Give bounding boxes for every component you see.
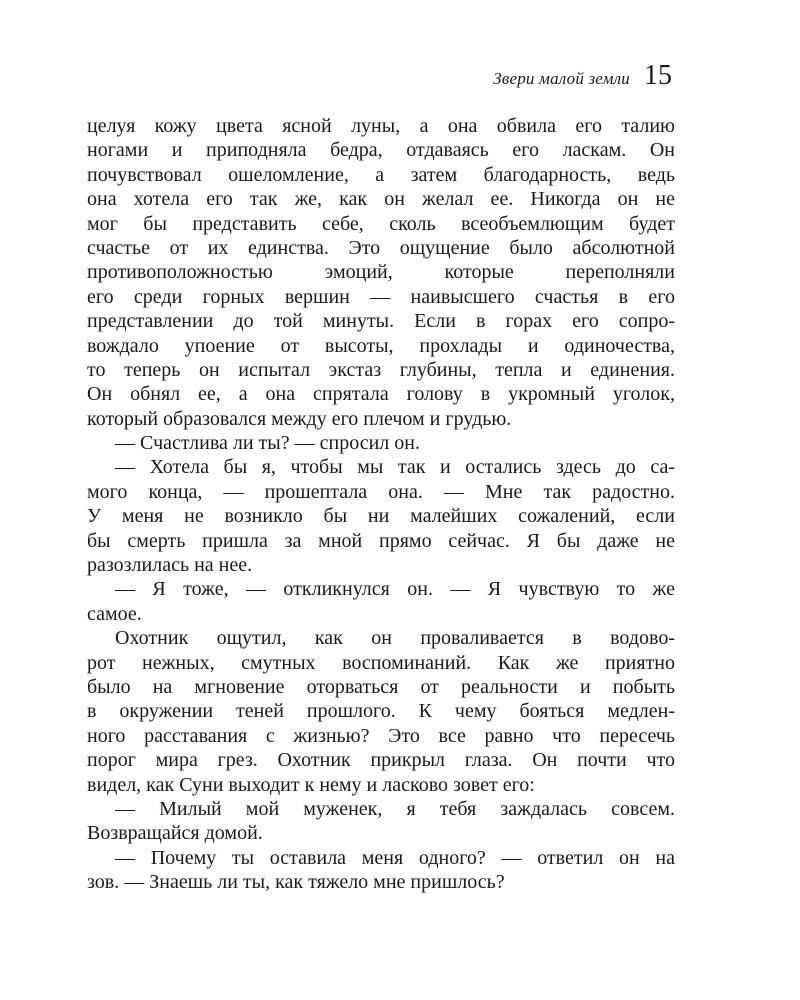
text-line: Охотник ощутил, как он проваливается в водово-: [115, 627, 675, 650]
text-line: ного расставания с жизнью? Это все равно что пересечь: [87, 724, 675, 747]
text-line: вождало упоение от высоты, прохлады и одиночества,: [87, 334, 675, 357]
text-line: его среди горных вершин — наивысшего счастья в его: [87, 285, 675, 308]
body-text: [87, 114, 675, 895]
text-line: — Счастлива ли ты? — спросил он.: [115, 432, 420, 455]
text-line: в окружении теней прошлого. К чему бояться медлен-: [87, 700, 675, 723]
text-line: ногами и приподняла бедра, отдаваясь его ласкам. Он: [87, 139, 675, 162]
text-line: У меня не возникло бы ни малейших сожалений, если: [87, 505, 675, 528]
text-line: Возвращайся домой.: [87, 822, 263, 845]
text-line: счастье от их единства. Это ощущение было абсолютной: [87, 236, 675, 259]
text-line: то теперь он испытал экстаз глубины, тепла и единения.: [87, 358, 675, 381]
text-line: — Я тоже, — откликнулся он. — Я чувствую то же: [115, 578, 675, 601]
text-line: самое.: [87, 602, 142, 625]
text-line: было на мгновение оторваться от реальности и побыть: [87, 675, 675, 698]
text-line: противоположностью эмоций, которые переполняли: [87, 261, 675, 284]
text-line: видел, как Суни выходит к нему и ласково зовет его:: [87, 773, 535, 796]
page-number: 15: [644, 60, 672, 91]
text-line: зов. — Знаешь ли ты, как тяжело мне пришлось?: [87, 871, 505, 894]
text-line: почувствовал ошеломление, а затем благодарность, ведь: [87, 163, 675, 186]
text-line: мог бы представить себе, сколь всеобъемлющим будет: [87, 212, 675, 235]
running-head: [493, 62, 672, 90]
text-line: мого конца, — прошептала она. — Мне так радостно.: [87, 480, 675, 503]
running-title: Звери малой земли: [493, 69, 630, 88]
text-line: Он обнял ее, а она спрятала голову в укромный уголок,: [87, 383, 675, 406]
text-line: порог мира грез. Охотник прикрыл глаза. Он почти что: [87, 749, 675, 772]
text-line: целуя кожу цвета ясной луны, а она обвила его талию: [87, 115, 675, 137]
text-line: рот нежных, смутных воспоминаний. Как же приятно: [87, 651, 675, 674]
text-line: — Милый мой муженек, я тебя заждалась совсем.: [115, 797, 675, 820]
text-line: — Почему ты оставила меня одного? — ответил он на: [115, 846, 675, 869]
text-line: разозлилась на нее.: [87, 554, 253, 577]
text-line: она хотела его так же, как он желал ее. Никогда он не: [87, 188, 675, 211]
text-line: бы смерть пришла за мной прямо сейчас. Я бы даже не: [87, 529, 675, 552]
text-line: — Хотела бы я, чтобы мы так и остались здесь до са-: [115, 456, 675, 479]
text-line: который образовался между его плечом и грудью.: [87, 407, 512, 430]
text-line: представлении до той минуты. Если в горах его сопро-: [87, 310, 675, 333]
